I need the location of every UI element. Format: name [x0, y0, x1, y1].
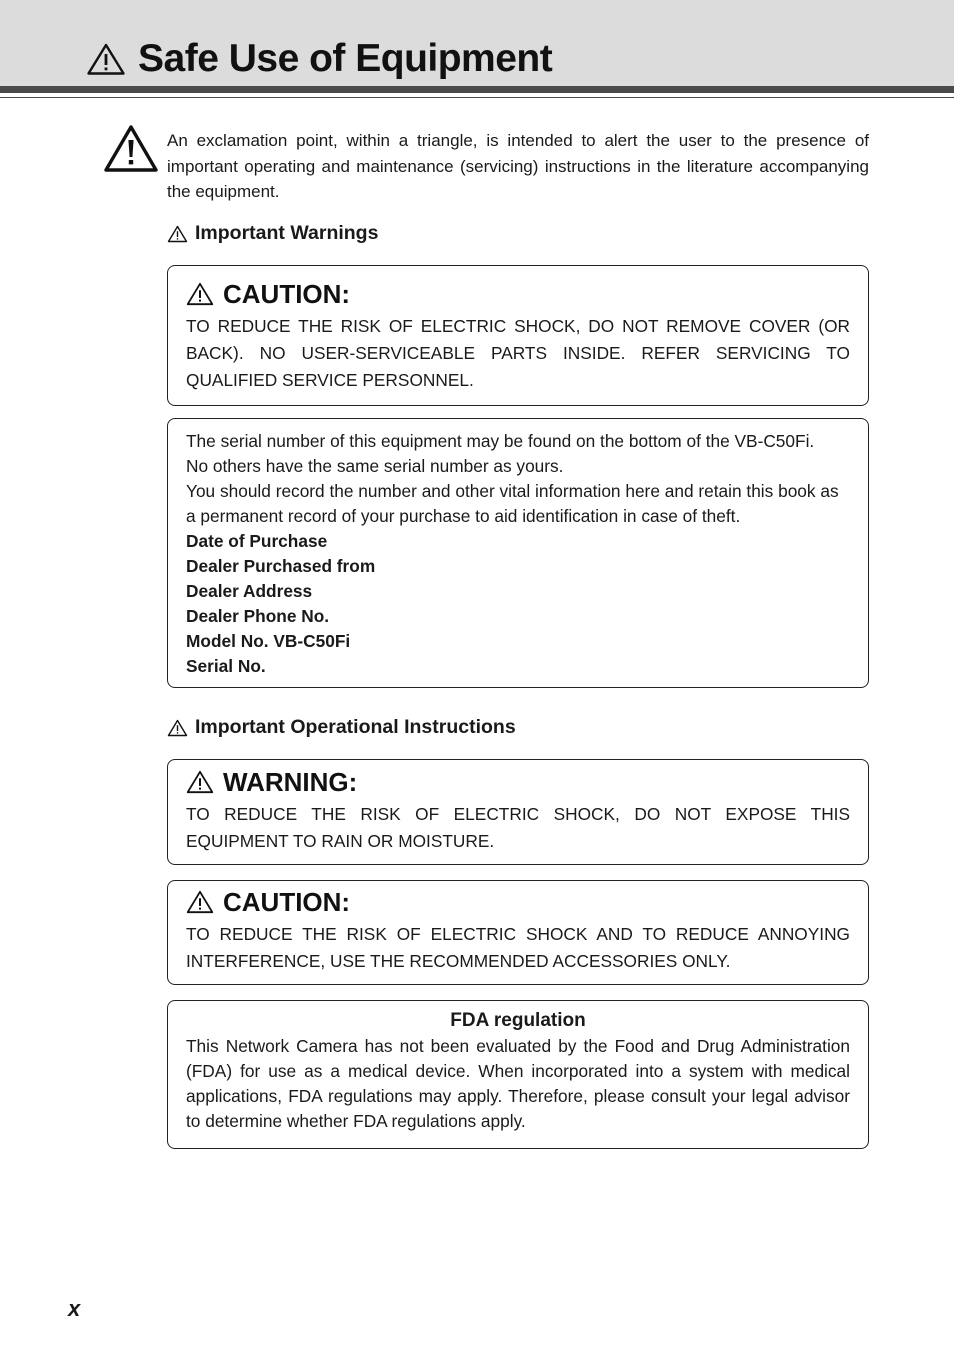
warning-text: TO REDUCE THE RISK OF ELECTRIC SHOCK, DO NOT EXPOSE THIS EQUIPMENT TO RAIN OR MOISTURE. — [186, 804, 850, 851]
warning-triangle-icon — [186, 890, 214, 914]
record-field-dealer-phone: Dealer Phone No. — [186, 606, 330, 626]
caution-text: TO REDUCE THE RISK OF ELECTRIC SHOCK, DO NOT REMOVE COVER (OR BACK). NO USER-SERVICEABLE PARTS INSIDE. REFER SERVICING TO QUALIFIED SERVICE PERSONNEL. — [186, 316, 850, 390]
record-field-serial-no: Serial No. — [186, 656, 266, 676]
record-field-dealer-purchased-from: Dealer Purchased from — [186, 556, 376, 576]
page-number: x — [68, 1296, 81, 1321]
header-rule-thin — [0, 97, 954, 98]
section-heading-operational-instructions — [167, 716, 516, 739]
record-field-model-no: Model No. VB-C50Fi — [186, 631, 351, 651]
warning-triangle-icon — [186, 770, 214, 794]
serial-info-paragraph: You should record the number and other vital information here and retain this book as a permanent record of your purchase to aid identification in case of theft. — [186, 481, 839, 526]
section-heading-important-warnings — [167, 222, 378, 245]
warning-box — [167, 759, 869, 865]
warning-triangle-icon — [86, 42, 126, 76]
warning-triangle-icon — [167, 719, 188, 737]
warning-triangle-icon — [167, 225, 188, 243]
caution-box — [167, 265, 869, 406]
intro-text: An exclamation point, within a triangle, is intended to alert the user to the presence of important operating and maintenance (servicing) instructions in the literature accompanying the equipment. — [167, 131, 869, 201]
section-heading-text: Important Operational Instructions — [195, 716, 516, 738]
page-title-text: Safe Use of Equipment — [138, 37, 553, 80]
fda-text: This Network Camera has not been evaluated by the Food and Drug Administration (FDA) for use as a medical device. When incorporated into a system with medical applications, FDA regulations may apply. Therefore, please consult your legal advisor to determine whether FDA regulations apply. — [186, 1036, 850, 1131]
record-field-dealer-address: Dealer Address — [186, 581, 313, 601]
record-field-date-of-purchase: Date of Purchase — [186, 531, 328, 551]
fda-title: FDA regulation — [450, 1010, 586, 1031]
warning-heading-text: WARNING: — [223, 767, 358, 797]
caution-text: TO REDUCE THE RISK OF ELECTRIC SHOCK AND TO REDUCE ANNOYING INTERFERENCE, USE THE RECOMMENDED ACCESSORIES ONLY. — [186, 924, 850, 971]
warning-heading — [186, 766, 850, 798]
warning-triangle-icon — [103, 124, 159, 174]
serial-info-line: No others have the same serial number as yours. — [186, 456, 564, 476]
caution-heading — [186, 278, 850, 310]
serial-info-line: The serial number of this equipment may be found on the bottom of the VB-C50Fi. — [186, 431, 815, 451]
header-rule — [0, 86, 954, 93]
caution-heading — [186, 886, 850, 918]
caution-heading-text: CAUTION: — [223, 887, 351, 917]
section-heading-text: Important Warnings — [195, 222, 379, 244]
caution-heading-text: CAUTION: — [223, 279, 351, 309]
page-title — [86, 34, 552, 84]
caution-box-accessories — [167, 880, 869, 985]
fda-regulation-box — [167, 1000, 869, 1149]
warning-triangle-icon — [186, 282, 214, 306]
serial-number-box — [167, 418, 869, 688]
